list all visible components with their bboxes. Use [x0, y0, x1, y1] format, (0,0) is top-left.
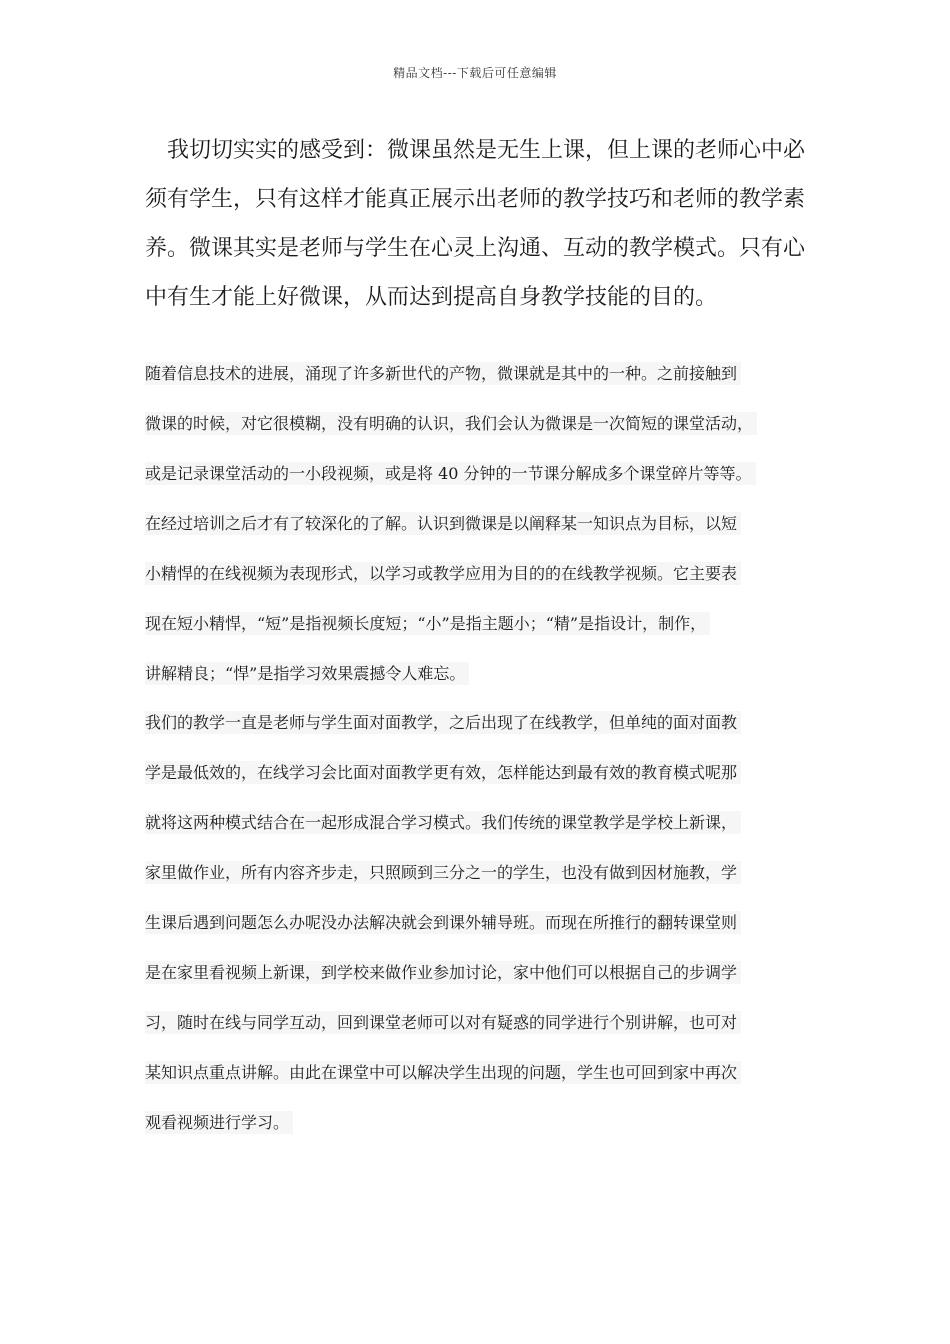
text-line: 某知识点重点讲解。由此在课堂中可以解决学生出现的问题，学生也可回到家中再次	[145, 1048, 810, 1098]
text-line: 是在家里看视频上新课，到学校来做作业参加讨论，家中他们可以根据自己的步调学	[145, 948, 810, 998]
text-line: 生课后遇到问题怎么办呢没办法解决就会到课外辅导班。而现在所推行的翻转课堂则	[145, 898, 810, 948]
micro-course-paragraph	[145, 349, 810, 699]
text-line: 观看视频进行学习。	[145, 1098, 810, 1148]
text-line: 随着信息技术的进展，涌现了许多新世代的产物，微课就是其中的一种。之前接触到	[145, 349, 810, 399]
text-line: 我们的教学一直是老师与学生面对面教学，之后出现了在线教学，但单纯的面对面教	[145, 698, 810, 748]
page-header: 精品文档---下载后可任意编辑	[393, 66, 557, 80]
text-line: 小精悍的在线视频为表现形式，以学习或教学应用为目的的在线教学视频。它主要表	[145, 549, 810, 599]
text-line: 在经过培训之后才有了较深化的了解。认识到微课是以阐释某一知识点为目标，以短	[145, 499, 810, 549]
blended-learning-paragraph	[145, 698, 810, 1148]
text-line: 现在短小精悍，“短”是指视频长度短；“小”是指主题小；“精”是指设计，制作，	[145, 599, 810, 649]
text-line: 就将这两种模式结合在一起形成混合学习模式。我们传统的课堂教学是学校上新课，	[145, 798, 810, 848]
text-line: 家里做作业，所有内容齐步走，只照顾到三分之一的学生，也没有做到因材施教，学	[145, 848, 810, 898]
intro-paragraph: 我切切实实的感受到：微课虽然是无生上课，但上课的老师心中必须有学生，只有这样才能真正展示出老师的教学技巧和老师的教学素养。微课其实是老师与学生在心灵上沟通、互动的教学模式。只有心中有生才能上好微课，从而达到提高自身教学技能的目的。	[145, 138, 806, 310]
text-line: 或是记录课堂活动的一小段视频，或是将 40 分钟的一节课分解成多个课堂碎片等等。	[145, 449, 810, 499]
text-line: 习，随时在线与同学互动，回到课堂老师可以对有疑惑的同学进行个别讲解，也可对	[145, 998, 810, 1048]
text-line: 微课的时候，对它很模糊，没有明确的认识，我们会认为微课是一次简短的课堂活动，	[145, 399, 810, 449]
text-line: 学是最低效的，在线学习会比面对面教学更有效，怎样能达到最有效的教育模式呢那	[145, 748, 810, 798]
text-line: 讲解精良；“悍”是指学习效果震撼令人难忘。	[145, 649, 810, 699]
